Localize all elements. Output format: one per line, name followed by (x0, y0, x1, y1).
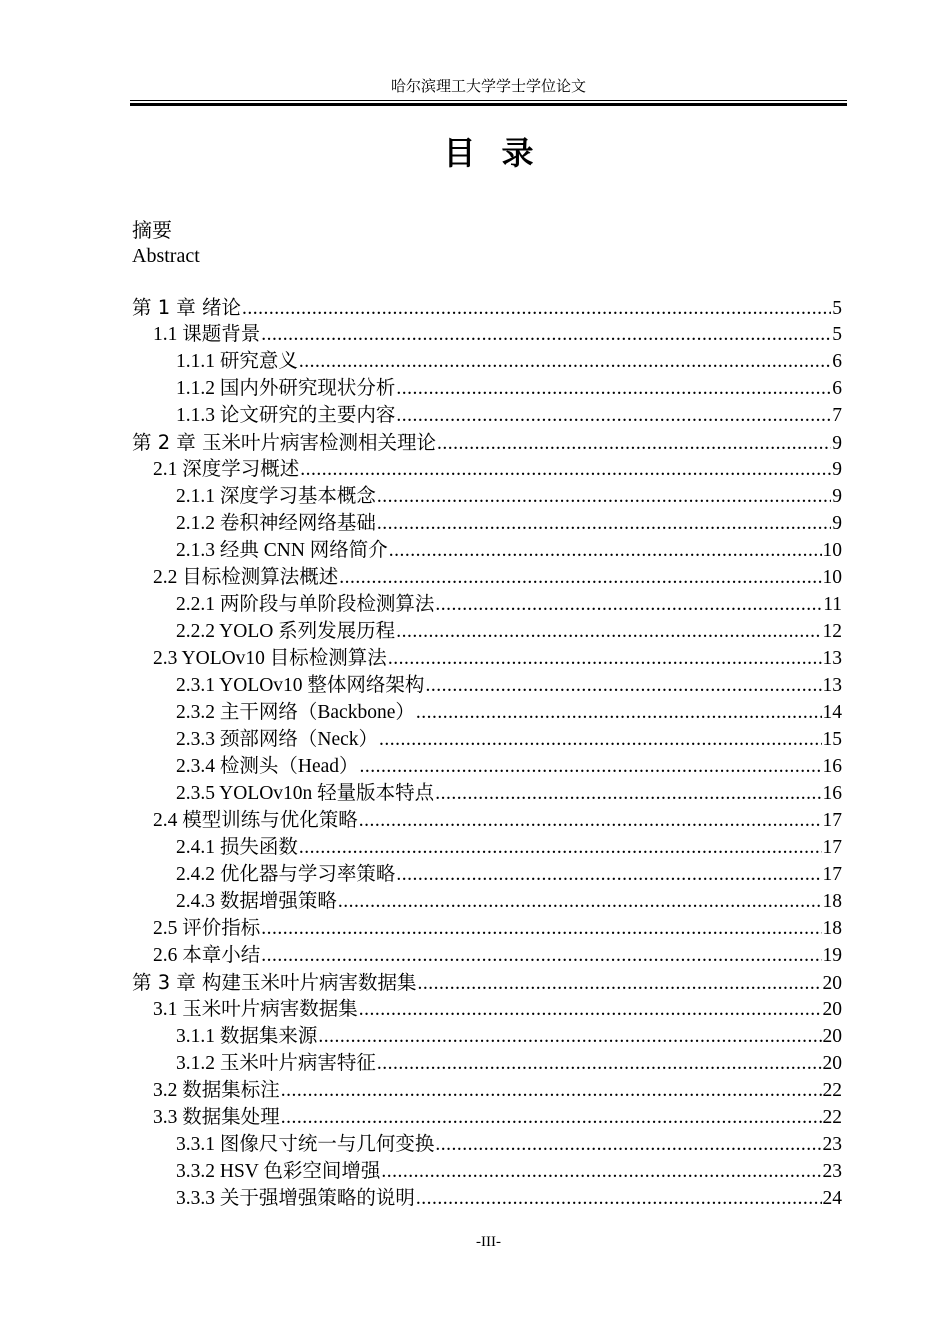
toc-dot-leader (396, 375, 831, 402)
toc-entry-title: 3.3.3 关于强增强策略的说明 (176, 1188, 415, 1209)
toc-dot-leader (418, 970, 822, 997)
toc-dot-leader (339, 564, 821, 591)
toc-page-number: 9 (832, 513, 842, 534)
toc-page-number: 13 (822, 675, 842, 696)
toc-dot-leader (435, 591, 822, 618)
toc-page-number: 14 (822, 702, 842, 723)
page-number: -III- (476, 1234, 501, 1250)
toc-page-number: 16 (822, 783, 842, 804)
toc-subsection-entry[interactable] (132, 699, 842, 726)
toc-entry-title: 2.4.3 数据增强策略 (176, 891, 337, 912)
table-of-contents (132, 294, 842, 1212)
toc-dot-leader (425, 672, 821, 699)
toc-subsection-entry[interactable] (132, 483, 842, 510)
toc-page-number: 24 (822, 1188, 842, 1209)
toc-dot-leader (377, 510, 831, 537)
toc-dot-leader (396, 618, 821, 645)
toc-subsection-entry[interactable] (132, 888, 842, 915)
toc-subsection-entry[interactable] (132, 1023, 842, 1050)
toc-entry-title: 3.3.1 图像尺寸统一与几何变换 (176, 1134, 435, 1155)
toc-chapter-entry[interactable] (132, 294, 842, 321)
toc-entry-title: 2.4.1 损失函数 (176, 837, 298, 858)
toc-entry-title: 2.3.5 YOLOv10n 轻量版本特点 (176, 783, 435, 804)
toc-entry-title: 2.1.1 深度学习基本概念 (176, 486, 376, 507)
toc-entry-title: 第 2 章 玉米叶片病害检测相关理论 (132, 431, 437, 454)
toc-dot-leader (416, 699, 822, 726)
toc-entry-title: 3.1 玉米叶片病害数据集 (153, 999, 358, 1020)
toc-section-entry[interactable] (132, 996, 842, 1023)
toc-entry-title: 2.4.2 优化器与学习率策略 (176, 864, 396, 885)
toc-subsection-entry[interactable] (132, 753, 842, 780)
toc-dot-leader (299, 834, 822, 861)
header-rule-thin (130, 100, 847, 101)
toc-entry-title: 2.3.3 颈部网络（Neck） (176, 729, 379, 750)
toc-entry-title: 2.6 本章小结 (153, 945, 261, 966)
toc-page-number: 9 (832, 459, 842, 480)
toc-subsection-entry[interactable] (132, 375, 842, 402)
toc-dot-leader (338, 888, 822, 915)
toc-entry-title: 1.1.1 研究意义 (176, 351, 298, 372)
toc-page-number: 10 (822, 540, 842, 561)
toc-entry-title: 2.3.4 检测头（Head） (176, 756, 359, 777)
toc-page-number: 20 (822, 1026, 842, 1047)
toc-entry-title: 2.2 目标检测算法概述 (153, 567, 339, 588)
toc-dot-leader (381, 1158, 821, 1185)
toc-entry-title: 2.3.2 主干网络（Backbone） (176, 702, 415, 723)
toc-dot-leader (396, 402, 831, 429)
toc-page-number: 13 (822, 648, 842, 669)
toc-subsection-entry[interactable] (132, 618, 842, 645)
toc-dot-leader (242, 295, 831, 322)
toc-entry-title: 2.5 评价指标 (153, 918, 261, 939)
toc-dot-leader (360, 753, 822, 780)
toc-dot-leader (281, 1104, 822, 1131)
toc-dot-leader (359, 807, 822, 834)
header-rule-thick (130, 103, 847, 106)
toc-page-number: 7 (832, 405, 842, 426)
front-matter-abstract-en[interactable]: Abstract (132, 245, 200, 267)
page-title: 目录 (443, 134, 560, 172)
toc-dot-leader (396, 861, 821, 888)
toc-subsection-entry[interactable] (132, 1185, 842, 1212)
toc-dot-leader (261, 915, 821, 942)
toc-section-entry[interactable] (132, 321, 842, 348)
toc-subsection-entry[interactable] (132, 1050, 842, 1077)
toc-subsection-entry[interactable] (132, 780, 842, 807)
toc-subsection-entry[interactable] (132, 726, 842, 753)
toc-entry-title: 3.1.2 玉米叶片病害特征 (176, 1053, 376, 1074)
toc-page-number: 22 (822, 1080, 842, 1101)
toc-page-number: 16 (822, 756, 842, 777)
toc-entry-title: 2.1.3 经典 CNN 网络简介 (176, 540, 388, 561)
toc-section-entry[interactable] (132, 942, 842, 969)
toc-page-number: 12 (822, 621, 842, 642)
toc-subsection-entry[interactable] (132, 348, 842, 375)
toc-page-number: 17 (822, 810, 842, 831)
toc-subsection-entry[interactable] (132, 672, 842, 699)
running-header: 哈尔滨理工大学学士学位论文 (390, 79, 586, 95)
toc-dot-leader (261, 321, 831, 348)
toc-page-number: 5 (832, 298, 842, 319)
toc-page-number: 9 (832, 433, 842, 454)
toc-subsection-entry[interactable] (132, 1158, 842, 1185)
toc-page-number: 11 (823, 594, 842, 615)
toc-dot-leader (318, 1023, 821, 1050)
toc-section-entry[interactable] (132, 1077, 842, 1104)
toc-page-number: 17 (822, 837, 842, 858)
toc-dot-leader (416, 1185, 822, 1212)
toc-page-number: 20 (822, 973, 842, 994)
toc-dot-leader (435, 1131, 821, 1158)
toc-subsection-entry[interactable] (132, 591, 842, 618)
toc-page-number: 22 (822, 1107, 842, 1128)
toc-entry-title: 2.3.1 YOLOv10 整体网络架构 (176, 675, 425, 696)
toc-chapter-entry[interactable] (132, 969, 842, 996)
toc-dot-leader (389, 537, 822, 564)
toc-section-entry[interactable] (132, 456, 842, 483)
toc-page-number: 23 (822, 1134, 842, 1155)
toc-dot-leader (379, 726, 821, 753)
toc-entry-title: 3.1.1 数据集来源 (176, 1026, 318, 1047)
toc-section-entry[interactable] (132, 807, 842, 834)
toc-entry-title: 第 1 章 绪论 (132, 296, 242, 319)
front-matter-abstract-cn[interactable]: 摘要 (132, 220, 172, 242)
toc-dot-leader (437, 430, 831, 457)
toc-chapter-entry[interactable] (132, 429, 842, 456)
toc-subsection-entry[interactable] (132, 510, 842, 537)
toc-dot-leader (377, 483, 831, 510)
toc-section-entry[interactable] (132, 915, 842, 942)
toc-section-entry[interactable] (132, 564, 842, 591)
toc-page-number: 9 (832, 486, 842, 507)
toc-dot-leader (299, 348, 831, 375)
toc-entry-title: 3.2 数据集标注 (153, 1080, 280, 1101)
toc-section-entry[interactable] (132, 1104, 842, 1131)
toc-entry-title: 2.2.2 YOLO 系列发展历程 (176, 621, 396, 642)
toc-page-number: 6 (832, 351, 842, 372)
toc-subsection-entry[interactable] (132, 402, 842, 429)
toc-section-entry[interactable] (132, 645, 842, 672)
toc-entry-title: 2.2.1 两阶段与单阶段检测算法 (176, 594, 435, 615)
toc-dot-leader (388, 645, 822, 672)
toc-entry-title: 1.1.2 国内外研究现状分析 (176, 378, 396, 399)
toc-page-number: 5 (832, 324, 842, 345)
toc-dot-leader (435, 780, 821, 807)
toc-page-number: 6 (832, 378, 842, 399)
toc-entry-title: 1.1 课题背景 (153, 324, 261, 345)
toc-page-number: 20 (822, 1053, 842, 1074)
toc-page-number: 17 (822, 864, 842, 885)
toc-page-number: 15 (822, 729, 842, 750)
toc-subsection-entry[interactable] (132, 537, 842, 564)
toc-page-number: 18 (822, 918, 842, 939)
toc-page-number: 10 (822, 567, 842, 588)
toc-dot-leader (300, 456, 831, 483)
toc-entry-title: 2.4 模型训练与优化策略 (153, 810, 358, 831)
toc-entry-title: 3.3.2 HSV 色彩空间增强 (176, 1161, 381, 1182)
toc-entry-title: 2.1.2 卷积神经网络基础 (176, 513, 376, 534)
toc-dot-leader (377, 1050, 822, 1077)
toc-entry-title: 3.3 数据集处理 (153, 1107, 280, 1128)
toc-subsection-entry[interactable] (132, 861, 842, 888)
toc-subsection-entry[interactable] (132, 1131, 842, 1158)
toc-page-number: 23 (822, 1161, 842, 1182)
toc-entry-title: 第 3 章 构建玉米叶片病害数据集 (132, 971, 417, 994)
toc-entry-title: 2.1 深度学习概述 (153, 459, 300, 480)
toc-entry-title: 2.3 YOLOv10 目标检测算法 (153, 648, 387, 669)
toc-dot-leader (261, 942, 821, 969)
toc-page-number: 20 (822, 999, 842, 1020)
toc-dot-leader (359, 996, 822, 1023)
toc-page-number: 18 (822, 891, 842, 912)
toc-entry-title: 1.1.3 论文研究的主要内容 (176, 405, 396, 426)
toc-dot-leader (281, 1077, 822, 1104)
toc-subsection-entry[interactable] (132, 834, 842, 861)
toc-page-number: 19 (822, 945, 842, 966)
